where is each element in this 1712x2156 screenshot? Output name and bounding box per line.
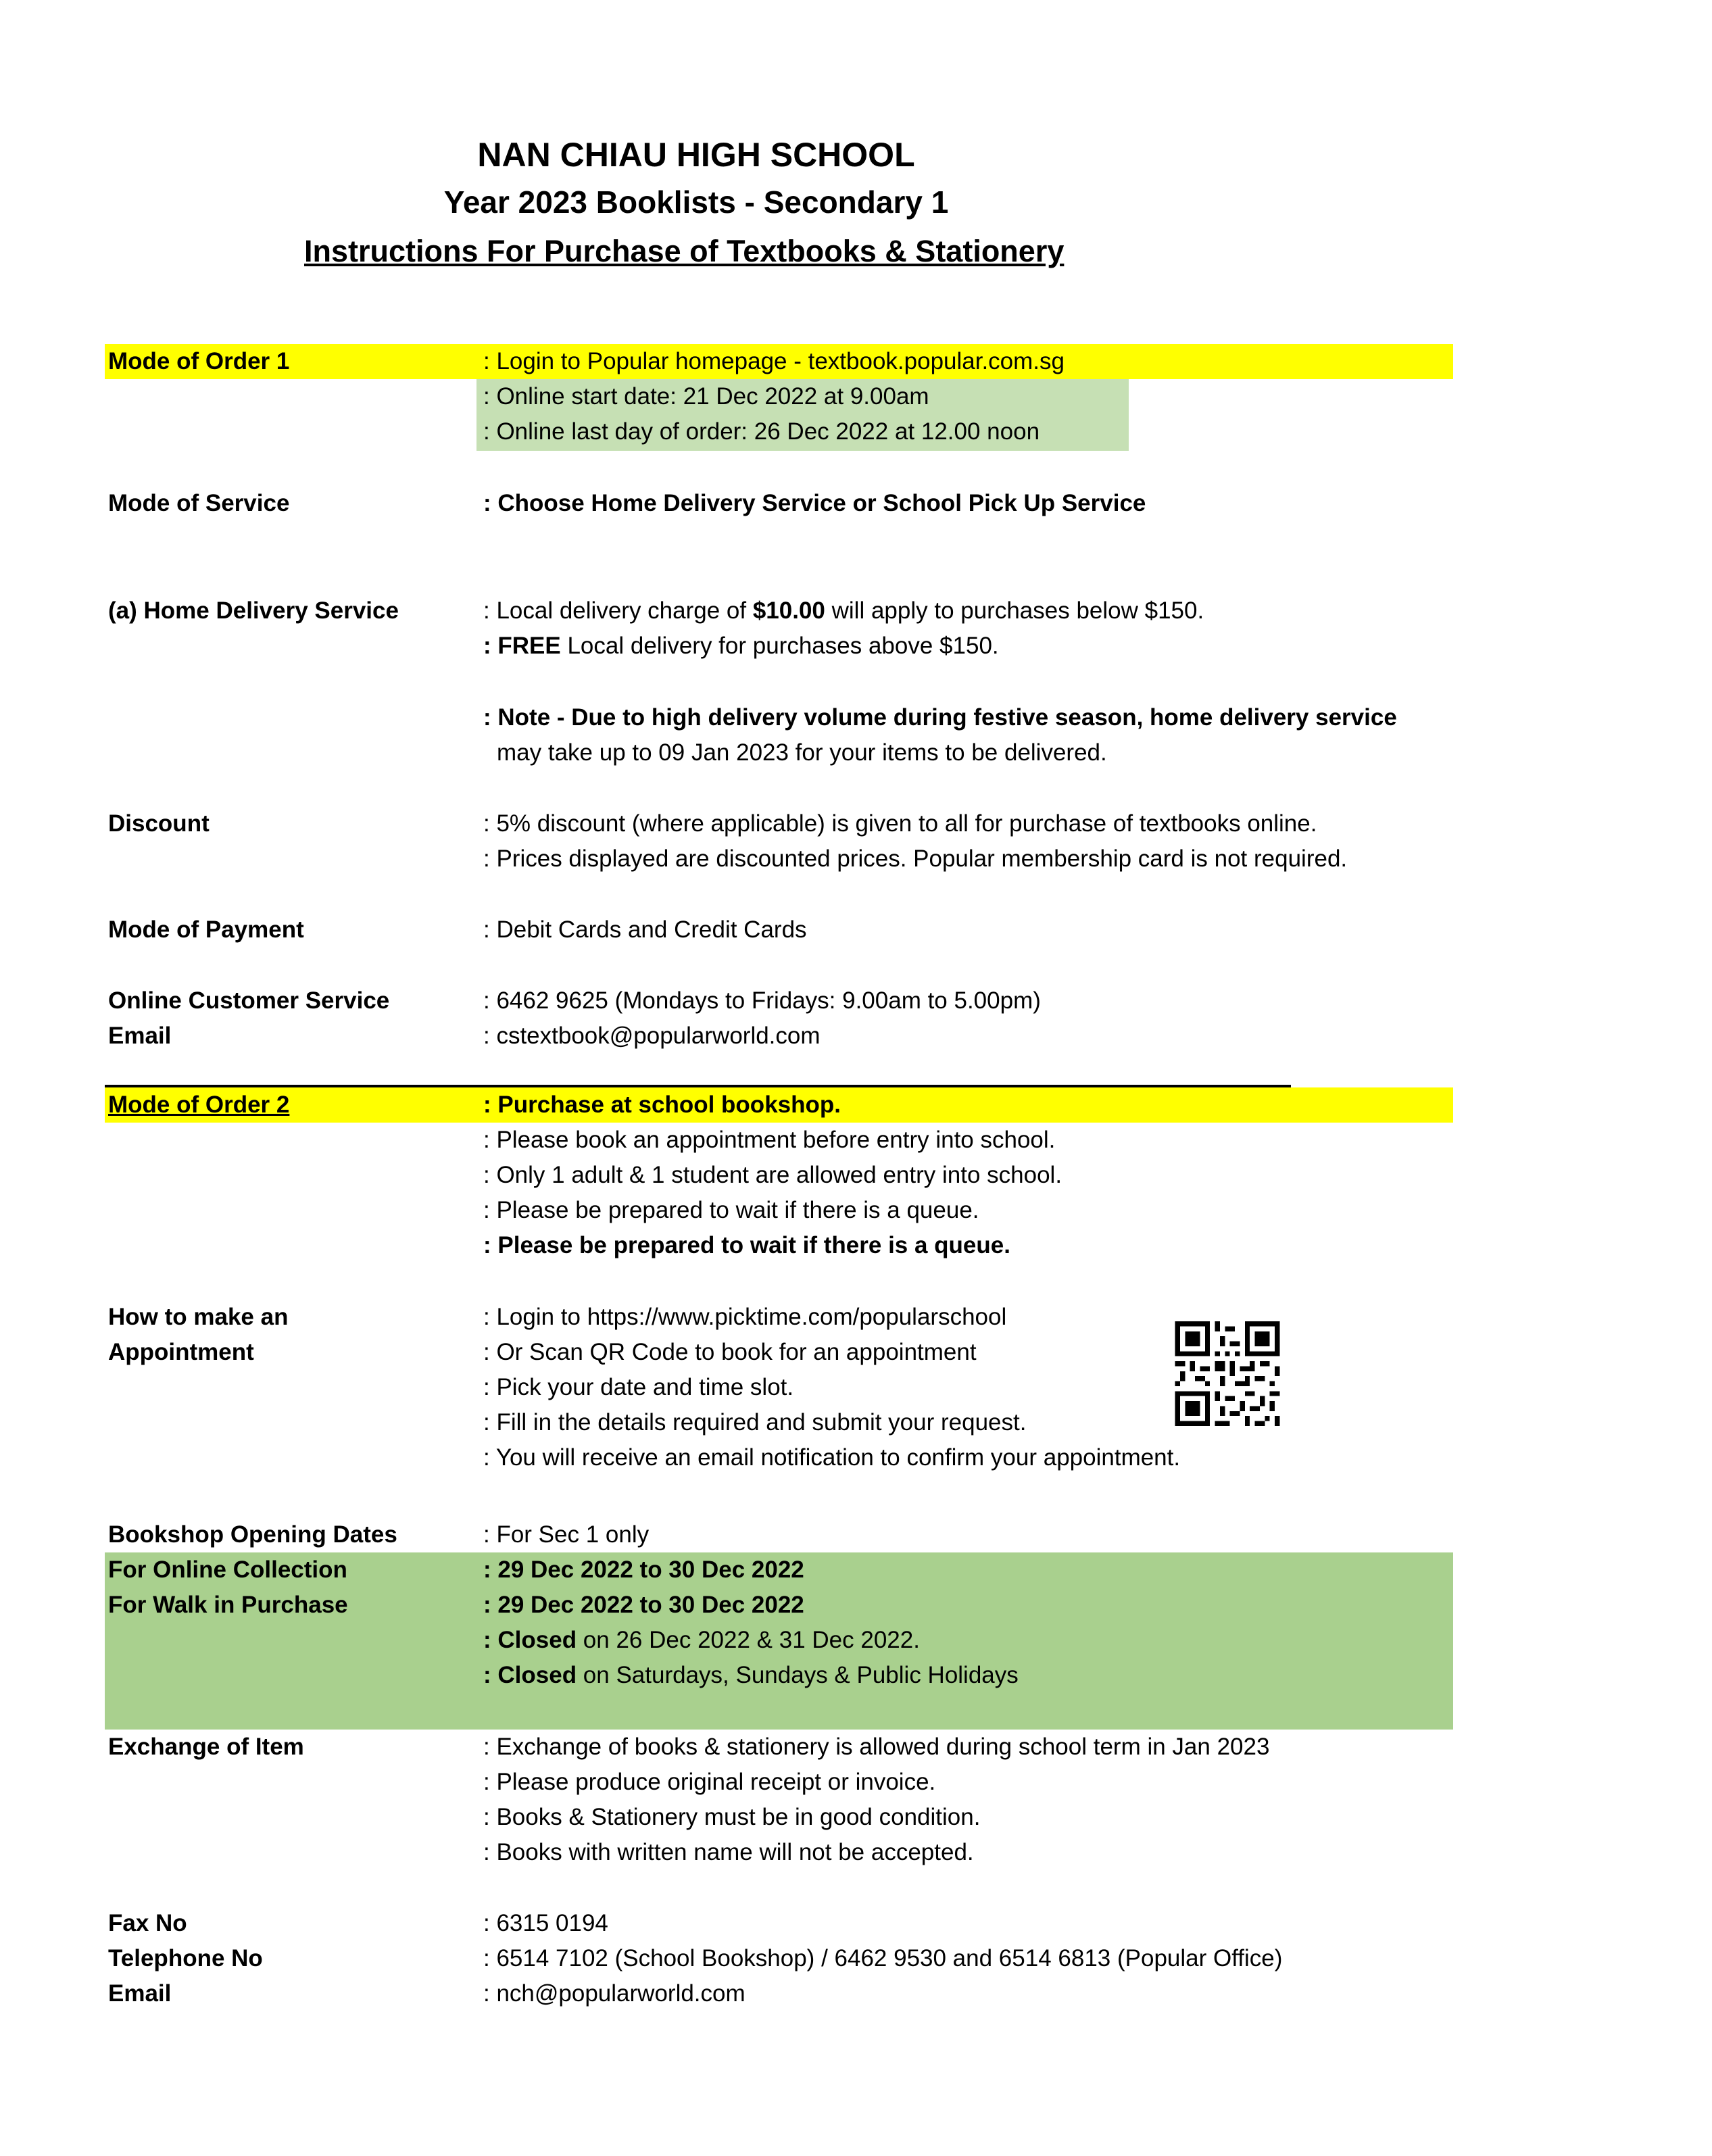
walk-in-label: For Walk in Purchase	[108, 1592, 348, 1618]
payment-value: : Debit Cards and Credit Cards	[483, 916, 807, 943]
order1-label: Mode of Order 1	[108, 348, 290, 374]
delivery-note-continued: may take up to 09 Jan 2023 for your items to be delivered.	[497, 739, 1107, 766]
order1-start-date: : Online start date: 21 Dec 2022 at 9.00am	[483, 383, 929, 410]
order2-purchase: : Purchase at school bookshop.	[483, 1092, 841, 1118]
appointment-pick-slot: : Pick your date and time slot.	[483, 1374, 794, 1400]
order2-label: Mode of Order 2	[108, 1092, 290, 1118]
bookshop-dates-label: Bookshop Opening Dates	[108, 1521, 397, 1548]
order1-login: : Login to Popular homepage - textbook.popular.com.sg	[483, 348, 1065, 374]
appointment-label-2: Appointment	[108, 1339, 254, 1365]
fax-value: : 6315 0194	[483, 1910, 608, 1936]
exchange-label: Exchange of Item	[108, 1734, 304, 1760]
instructions-heading: Instructions For Purchase of Textbooks & Stationery	[304, 234, 1065, 268]
appointment-label-1: How to make an	[108, 1304, 289, 1330]
delivery-charge-line: : Local delivery charge of $10.00 will apply to purchases below $150.	[483, 597, 1204, 624]
exchange-line-4: : Books with written name will not be accepted.	[483, 1839, 974, 1865]
free-delivery-line: : FREE Local delivery for purchases above $150.	[483, 633, 999, 659]
payment-label: Mode of Payment	[108, 916, 304, 943]
order2-entry-limit: : Only 1 adult & 1 student are allowed entry into school.	[483, 1162, 1062, 1188]
contact-email-label: Email	[108, 1980, 172, 2007]
online-collection-label: For Online Collection	[108, 1557, 347, 1583]
service-value: : Choose Home Delivery Service or School Pick Up Service	[483, 490, 1146, 516]
customer-service-label: Online Customer Service	[108, 987, 390, 1014]
appointment-scan-qr: : Or Scan QR Code to book for an appointment	[483, 1339, 977, 1365]
discount-line-1: : 5% discount (where applicable) is given to all for purchase of textbooks online.	[483, 810, 1317, 837]
order1-last-date: : Online last day of order: 26 Dec 2022 at 12.00 noon	[483, 418, 1040, 445]
order2-queue-note-bold: : Please be prepared to wait if there is a queue.	[483, 1232, 1010, 1258]
customer-service-phone: : 6462 9625 (Mondays to Fridays: 9.00am to 5.00pm)	[483, 987, 1041, 1014]
bookshop-sec1-only: : For Sec 1 only	[483, 1521, 650, 1548]
qr-code-icon[interactable]	[1173, 1321, 1281, 1426]
exchange-line-3: : Books & Stationery must be in good condition.	[483, 1804, 981, 1830]
walk-in-dates: : 29 Dec 2022 to 30 Dec 2022	[483, 1592, 804, 1618]
customer-email-label: Email	[108, 1023, 172, 1049]
exchange-line-2: : Please produce original receipt or invoice.	[483, 1769, 936, 1795]
order2-queue-note: : Please be prepared to wait if there is a queue.	[483, 1197, 979, 1223]
telephone-label: Telephone No	[108, 1945, 263, 1971]
online-collection-dates: : 29 Dec 2022 to 30 Dec 2022	[483, 1557, 804, 1583]
service-label: Mode of Service	[108, 490, 290, 516]
closed-days-line: : Closed on Saturdays, Sundays & Public Holidays	[483, 1662, 1019, 1688]
school-name: NAN CHIAU HIGH SCHOOL	[477, 136, 915, 174]
contact-email-value[interactable]: : nch@popularworld.com	[483, 1980, 745, 2007]
appointment-login-link[interactable]: : Login to https://www.picktime.com/popularschool	[483, 1304, 1007, 1330]
discount-label: Discount	[108, 810, 210, 837]
home-delivery-label: (a) Home Delivery Service	[108, 597, 399, 624]
appointment-fill-details: : Fill in the details required and submit your request.	[483, 1409, 1027, 1436]
delivery-note: : Note - Due to high delivery volume during festive season, home delivery service	[483, 704, 1397, 731]
fax-label: Fax No	[108, 1910, 187, 1936]
appointment-email-confirm: : You will receive an email notification to confirm your appointment.	[483, 1444, 1181, 1471]
booklist-subtitle: Year 2023 Booklists - Secondary 1	[443, 185, 949, 220]
discount-line-2: : Prices displayed are discounted prices. Popular membership card is not required.	[483, 846, 1348, 872]
customer-email-value: : cstextbook@popularworld.com	[483, 1023, 821, 1049]
exchange-line-1: : Exchange of books & stationery is allowed during school term in Jan 2023	[483, 1734, 1270, 1760]
telephone-value: : 6514 7102 (School Bookshop) / 6462 9530 and 6514 6813 (Popular Office)	[483, 1945, 1283, 1971]
order2-book-appointment: : Please book an appointment before entry into school.	[483, 1127, 1056, 1153]
closed-dates-line: : Closed on 26 Dec 2022 & 31 Dec 2022.	[483, 1627, 920, 1653]
